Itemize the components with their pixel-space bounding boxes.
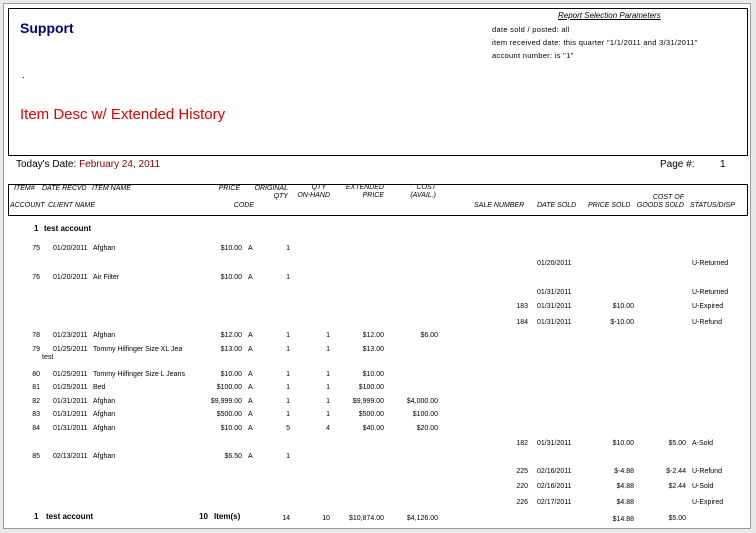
col-date-recvd: DATE RECVD — [42, 185, 87, 192]
todays-date-label: Today's Date: — [16, 159, 77, 170]
item-date-recvd: 01/20/2011 — [53, 274, 88, 281]
item-name: Afghan — [93, 411, 116, 418]
col-item: ITEM# — [14, 185, 35, 192]
todays-date — [16, 159, 160, 170]
history-date-sold: 02/16/2011 — [537, 468, 572, 475]
item-qty-onhand: 1 — [326, 346, 330, 353]
col-cost-of: COST OF — [652, 194, 684, 201]
item-extended-price: $12.00 — [362, 332, 384, 339]
history-date-sold: 01/31/2011 — [537, 440, 572, 447]
col-account: ACCOUNT — [10, 202, 45, 209]
item-price: $500.00 — [216, 411, 242, 418]
page-label: Page #: — [660, 159, 695, 170]
item-code: A — [248, 346, 253, 353]
todays-date-value: February 24, 2011 — [79, 159, 161, 170]
item-number: 75 — [32, 245, 40, 252]
item-number: 80 — [32, 371, 40, 378]
history-date-sold: 01/31/2011 — [537, 319, 572, 326]
history-date-sold: 01/31/2011 — [537, 289, 572, 296]
report-header-box — [8, 8, 748, 156]
item-original-qty: 1 — [286, 332, 290, 339]
item-price: $10.00 — [220, 245, 242, 252]
client-note: test — [42, 354, 54, 361]
item-original-qty: 1 — [286, 453, 290, 460]
item-original-qty: 1 — [286, 411, 290, 418]
history-status: U-Returned — [692, 260, 729, 267]
item-price: $12.00 — [220, 332, 242, 339]
item-name: Tommy Hilfinger Size XL Jea — [93, 346, 183, 353]
footer-ext: $10,874.00 — [348, 515, 384, 522]
footer-cogs: $5.00 — [668, 515, 686, 522]
item-code: A — [248, 371, 253, 378]
item-original-qty: 1 — [286, 384, 290, 391]
item-name: Air Filter — [93, 274, 120, 281]
history-cogs: $-2.44 — [666, 468, 686, 475]
item-price: $9,999.00 — [210, 398, 242, 405]
item-name: Bed — [93, 384, 106, 391]
param-line: date sold / posted: all — [492, 25, 570, 34]
history-price-sold: $-4.88 — [614, 468, 634, 475]
item-number: 76 — [32, 274, 40, 281]
footer-items-label: Item(s) — [214, 512, 241, 521]
item-price: $10.00 — [220, 274, 242, 281]
item-cost: $100.00 — [412, 411, 438, 418]
item-original-qty: 1 — [286, 274, 290, 281]
item-name: Afghan — [93, 425, 116, 432]
col-date-sold: DATE SOLD — [537, 202, 577, 209]
footer-account: 1 — [34, 512, 39, 521]
item-date-recvd: 01/25/2011 — [53, 346, 88, 353]
item-date-recvd: 01/31/2011 — [53, 398, 88, 405]
param-line: account number: is "1" — [492, 51, 574, 60]
col-status: STATUS/DISP — [690, 202, 735, 209]
item-number: 85 — [32, 453, 40, 460]
item-code: A — [248, 332, 253, 339]
params-heading: Report Selection Parameters — [558, 11, 661, 20]
col-goods-sold: GOODS SOLD — [636, 202, 684, 209]
history-status: A-Sold — [692, 440, 714, 447]
item-extended-price: $500.00 — [358, 411, 384, 418]
footer-cost: $4,126.00 — [406, 515, 438, 522]
item-original-qty: 1 — [286, 346, 290, 353]
history-status: U-Refund — [692, 468, 722, 475]
col-on-hand: ON-HAND — [297, 192, 330, 199]
history-sale-number: 226 — [516, 499, 528, 506]
history-sale-number: 182 — [516, 440, 528, 447]
item-price: $100.00 — [216, 384, 242, 391]
footer-name: test account — [46, 512, 94, 521]
item-date-recvd: 01/25/2011 — [53, 371, 88, 378]
item-price: $10.00 — [220, 371, 242, 378]
item-qty-onhand: 1 — [326, 371, 330, 378]
col-cost: COST — [416, 184, 436, 191]
col-code: CODE — [233, 202, 254, 209]
item-original-qty: 1 — [286, 371, 290, 378]
history-status: U-Returned — [692, 289, 729, 296]
history-cogs: $2.44 — [668, 483, 686, 490]
item-name: Afghan — [93, 453, 116, 460]
history-price-sold: $-10.00 — [610, 319, 634, 326]
history-sale-number: 225 — [516, 468, 528, 475]
item-number: 78 — [32, 332, 40, 339]
item-name: Afghan — [93, 332, 116, 339]
item-qty-onhand: 1 — [326, 411, 330, 418]
history-price-sold: $4.88 — [616, 499, 634, 506]
param-line: item received date: this quarter "1/1/2011 and 3/31/2011" — [492, 38, 698, 47]
item-name: Tommy Hilfinger Size L Jeans — [93, 371, 185, 378]
col-qty-onhand: QTY — [311, 184, 326, 191]
history-status: U-Expired — [692, 499, 724, 506]
col-item-name: ITEM NAME — [92, 185, 131, 192]
item-code: A — [248, 411, 253, 418]
item-code: A — [248, 425, 253, 432]
group-account: 1 — [34, 224, 39, 233]
footer-price-sold: $14.88 — [612, 516, 634, 523]
col-qty: QTY — [273, 193, 288, 200]
history-sale-number: 220 — [516, 483, 528, 490]
history-date-sold: 01/31/2011 — [537, 303, 572, 310]
item-price: $6.50 — [224, 453, 242, 460]
item-qty-onhand: 1 — [326, 384, 330, 391]
history-cogs: $5.00 — [668, 440, 686, 447]
item-cost: $6.00 — [420, 332, 438, 339]
item-original-qty: 5 — [286, 425, 290, 432]
item-price: $13.00 — [220, 346, 242, 353]
col-extended: EXTENDED — [345, 184, 384, 191]
item-extended-price: $13.00 — [362, 346, 384, 353]
item-extended-price: $9,999.00 — [352, 398, 384, 405]
item-date-recvd: 02/13/2011 — [53, 453, 88, 460]
item-extended-price: $100.00 — [358, 384, 384, 391]
item-cost: $20.00 — [416, 425, 438, 432]
company-name: Support — [20, 20, 74, 36]
history-price-sold: $4.88 — [616, 483, 634, 490]
page-number: 1 — [720, 159, 726, 170]
header-dot: . — [22, 70, 25, 81]
col-sale-number: SALE NUMBER — [474, 202, 525, 209]
history-date-sold: 02/16/2011 — [537, 483, 572, 490]
item-date-recvd: 01/31/2011 — [53, 411, 88, 418]
item-original-qty: 1 — [286, 398, 290, 405]
item-code: A — [248, 384, 253, 391]
history-date-sold: 01/20/2011 — [537, 260, 572, 267]
item-name: Afghan — [93, 245, 116, 252]
item-price: $10.00 — [220, 425, 242, 432]
item-number: 79 — [32, 346, 40, 353]
col-original: ORIGINAL — [254, 185, 288, 192]
col-ext-price: PRICE — [362, 192, 384, 199]
item-original-qty: 1 — [286, 245, 290, 252]
item-number: 84 — [32, 425, 40, 432]
item-qty-onhand: 1 — [326, 398, 330, 405]
item-code: A — [248, 245, 253, 252]
item-code: A — [248, 274, 253, 281]
history-price-sold: $10.00 — [612, 303, 634, 310]
history-sale-number: 183 — [516, 303, 528, 310]
item-qty-onhand: 4 — [326, 425, 330, 432]
item-code: A — [248, 453, 253, 460]
history-status: U-Sold — [692, 483, 714, 490]
col-client-name: CLIENT NAME — [48, 202, 96, 209]
col-price: PRICE — [218, 185, 240, 192]
report-page — [3, 3, 751, 529]
col-avail: (AVAIL.) — [410, 192, 436, 199]
col-price-sold: PRICE SOLD — [588, 202, 631, 209]
history-date-sold: 02/17/2011 — [537, 499, 572, 506]
group-name: test account — [44, 224, 92, 233]
item-number: 82 — [32, 398, 40, 405]
footer-onhand: 10 — [322, 515, 330, 522]
item-qty-onhand: 1 — [326, 332, 330, 339]
history-price-sold: $10.00 — [612, 440, 634, 447]
item-cost: $4,000.00 — [406, 398, 438, 405]
footer-count: 10 — [199, 512, 208, 521]
report-title: Item Desc w/ Extended History — [20, 106, 226, 123]
history-status: U-Refund — [692, 319, 722, 326]
item-extended-price: $40.00 — [362, 425, 384, 432]
history-sale-number: 184 — [516, 319, 528, 326]
history-status: U-Expired — [692, 303, 724, 310]
item-number: 83 — [32, 411, 40, 418]
item-date-recvd: 01/31/2011 — [53, 425, 88, 432]
item-number: 81 — [32, 384, 40, 391]
item-date-recvd: 01/20/2011 — [53, 245, 88, 252]
footer-orig: 14 — [282, 515, 290, 522]
item-name: Afghan — [93, 398, 116, 405]
item-code: A — [248, 398, 253, 405]
item-extended-price: $10.00 — [362, 371, 384, 378]
item-date-recvd: 01/23/2011 — [53, 332, 88, 339]
item-date-recvd: 01/25/2011 — [53, 384, 88, 391]
